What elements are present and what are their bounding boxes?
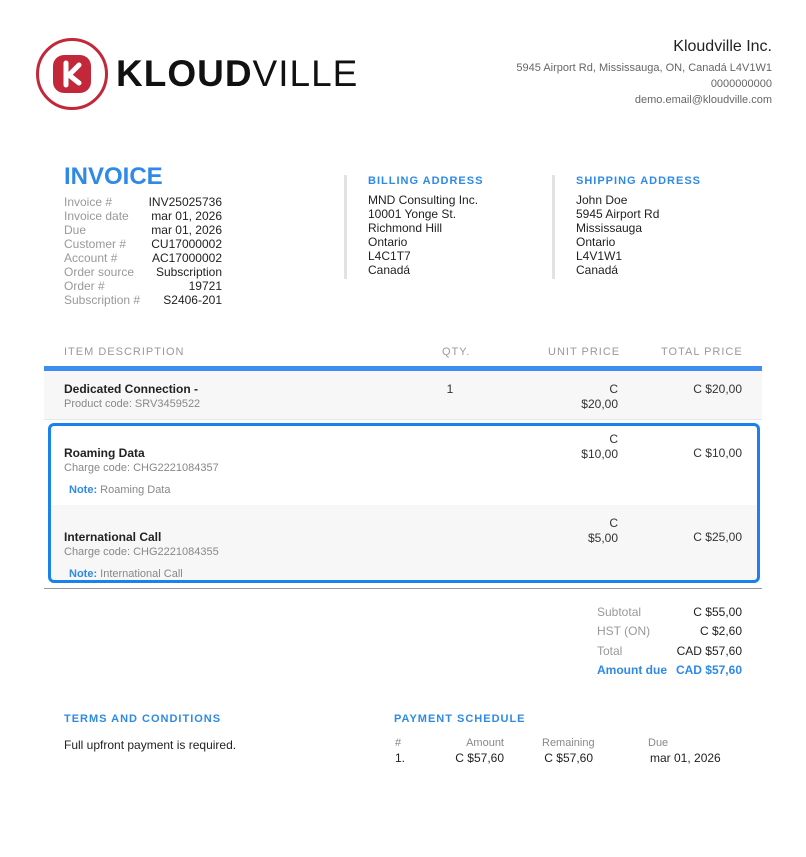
amount-due-value-text: CAD $57,60 [675, 663, 742, 677]
hst-label-text: HST (ON) [597, 624, 651, 638]
brand-wordmark [116, 55, 358, 92]
billing-lines [368, 193, 483, 277]
address-line: 10001 Yonge St. [368, 207, 457, 221]
meta-label: Invoice date [64, 209, 129, 223]
note-label: Note: [69, 484, 98, 496]
meta-label: Customer # [64, 237, 127, 251]
subtotal-label-text: Subtotal [597, 605, 642, 619]
address-line: Ontario [368, 235, 408, 249]
item-note [69, 484, 171, 496]
meta-value: Subscription [155, 265, 222, 279]
address-line: John Doe [576, 193, 628, 207]
shipping-heading: SHIPPING ADDRESS [576, 175, 702, 187]
col-header-qty: QTY. [442, 346, 471, 358]
ps-header-due: Due [648, 737, 669, 749]
company-address: 5945 Airport Rd, Mississauga, ON, Canadá L4V1W1 [516, 62, 772, 74]
billing-address [344, 175, 483, 279]
table-bottom-rule [44, 588, 762, 589]
ps-header-amount: Amount [466, 737, 504, 749]
brand-name-light: VILLE [252, 53, 359, 94]
total-label [597, 644, 622, 659]
invoice-meta [64, 195, 222, 307]
meta-row [64, 237, 222, 251]
meta-value: CU17000002 [151, 237, 222, 251]
item-total-price: C $10,00 [693, 446, 742, 460]
address-line: Richmond Hill [368, 221, 443, 235]
col-header-total-price: TOTAL PRICE [661, 346, 743, 358]
meta-value: INV25025736 [148, 195, 222, 209]
terms-heading: TERMS AND CONDITIONS [64, 713, 222, 725]
item-description [64, 446, 219, 474]
item-note [69, 568, 183, 580]
unit-price-currency: C [609, 382, 618, 396]
col-header-unit-price: UNIT PRICE [548, 346, 621, 358]
item-name: Dedicated Connection - [64, 382, 199, 396]
ps-row-num: 1. [395, 751, 406, 765]
meta-label: Order # [64, 279, 105, 293]
logo-mark [36, 38, 108, 110]
address-line: L4V1W1 [576, 249, 623, 263]
subtotal-label [597, 605, 641, 620]
item-code: Product code: SRV3459522 [64, 398, 201, 410]
meta-label: Order source [64, 265, 135, 279]
item-name: Roaming Data [64, 446, 145, 460]
shipping-lines [576, 193, 701, 277]
ps-header-num: # [395, 737, 402, 749]
unit-price-amount: $10,00 [581, 447, 618, 461]
total-value: CAD $57,60 [676, 644, 742, 658]
meta-row [64, 265, 222, 279]
item-total-price: C $25,00 [693, 530, 742, 544]
item-unit-price [560, 432, 618, 462]
hst-value: C $2,60 [699, 624, 742, 638]
company-phone: 0000000000 [710, 78, 772, 90]
meta-value: mar 01, 2026 [151, 223, 222, 237]
company-email: demo.email@kloudville.com [634, 94, 772, 106]
address-line: Ontario [576, 235, 616, 249]
item-description [64, 530, 219, 558]
meta-label: Subscription # [64, 293, 141, 307]
meta-value: mar 01, 2026 [151, 209, 222, 223]
invoice-title: INVOICE [64, 163, 163, 190]
meta-label: Invoice # [64, 195, 113, 209]
shipping-address [552, 175, 701, 279]
address-line: Canadá [576, 263, 619, 277]
ps-header-remaining: Remaining [542, 737, 595, 749]
meta-row [64, 251, 222, 265]
item-code: Charge code: CHG2221084357 [64, 462, 219, 474]
brand-name-bold: KLOUD [116, 53, 253, 94]
address-line: L4C1T7 [368, 249, 411, 263]
col-header-description: ITEM DESCRIPTION [64, 346, 185, 358]
payment-schedule-heading: PAYMENT SCHEDULE [394, 713, 526, 725]
ps-row-remaining: C $57,60 [544, 751, 593, 765]
unit-price-currency: C [609, 432, 618, 446]
logo-k-icon [50, 52, 94, 96]
total-label-text: Total [597, 644, 623, 658]
note-text: International Call [100, 568, 183, 580]
meta-row [64, 293, 222, 307]
subtotal-value: C $55,00 [693, 605, 742, 619]
amount-due-label-text: Amount due [597, 663, 667, 677]
meta-label: Due [64, 223, 87, 237]
meta-row [64, 223, 222, 237]
item-unit-price [560, 382, 618, 412]
meta-label: Account # [64, 251, 118, 265]
item-name: International Call [64, 530, 162, 544]
company-name: Kloudville Inc. [673, 38, 772, 55]
note-label: Note: [69, 568, 98, 580]
item-unit-price [560, 516, 618, 546]
meta-value: 19721 [188, 279, 222, 293]
item-code: Charge code: CHG2221084355 [64, 546, 219, 558]
terms-text: Full upfront payment is required. [64, 738, 237, 752]
unit-price-amount: $5,00 [587, 531, 618, 545]
note-text: Roaming Data [100, 484, 171, 496]
unit-price-amount: $20,00 [581, 397, 618, 411]
unit-price-currency: C [609, 516, 618, 530]
ps-row-amount: C $57,60 [455, 751, 504, 765]
address-line: 5945 Airport Rd [576, 207, 660, 221]
meta-row [64, 195, 222, 209]
item-qty: 1 [446, 382, 454, 396]
address-line: Mississauga [576, 221, 643, 235]
item-description [64, 382, 200, 410]
billing-heading: BILLING ADDRESS [368, 175, 484, 187]
meta-row [64, 279, 222, 293]
meta-value: S2406-201 [163, 293, 222, 307]
address-line: Canadá [368, 263, 411, 277]
address-line: MND Consulting Inc. [368, 193, 479, 207]
meta-row [64, 209, 222, 223]
meta-value: AC17000002 [151, 251, 222, 265]
amount-due-value [642, 663, 742, 678]
ps-row-due: mar 01, 2026 [650, 751, 721, 765]
item-total-price: C $20,00 [693, 382, 742, 396]
